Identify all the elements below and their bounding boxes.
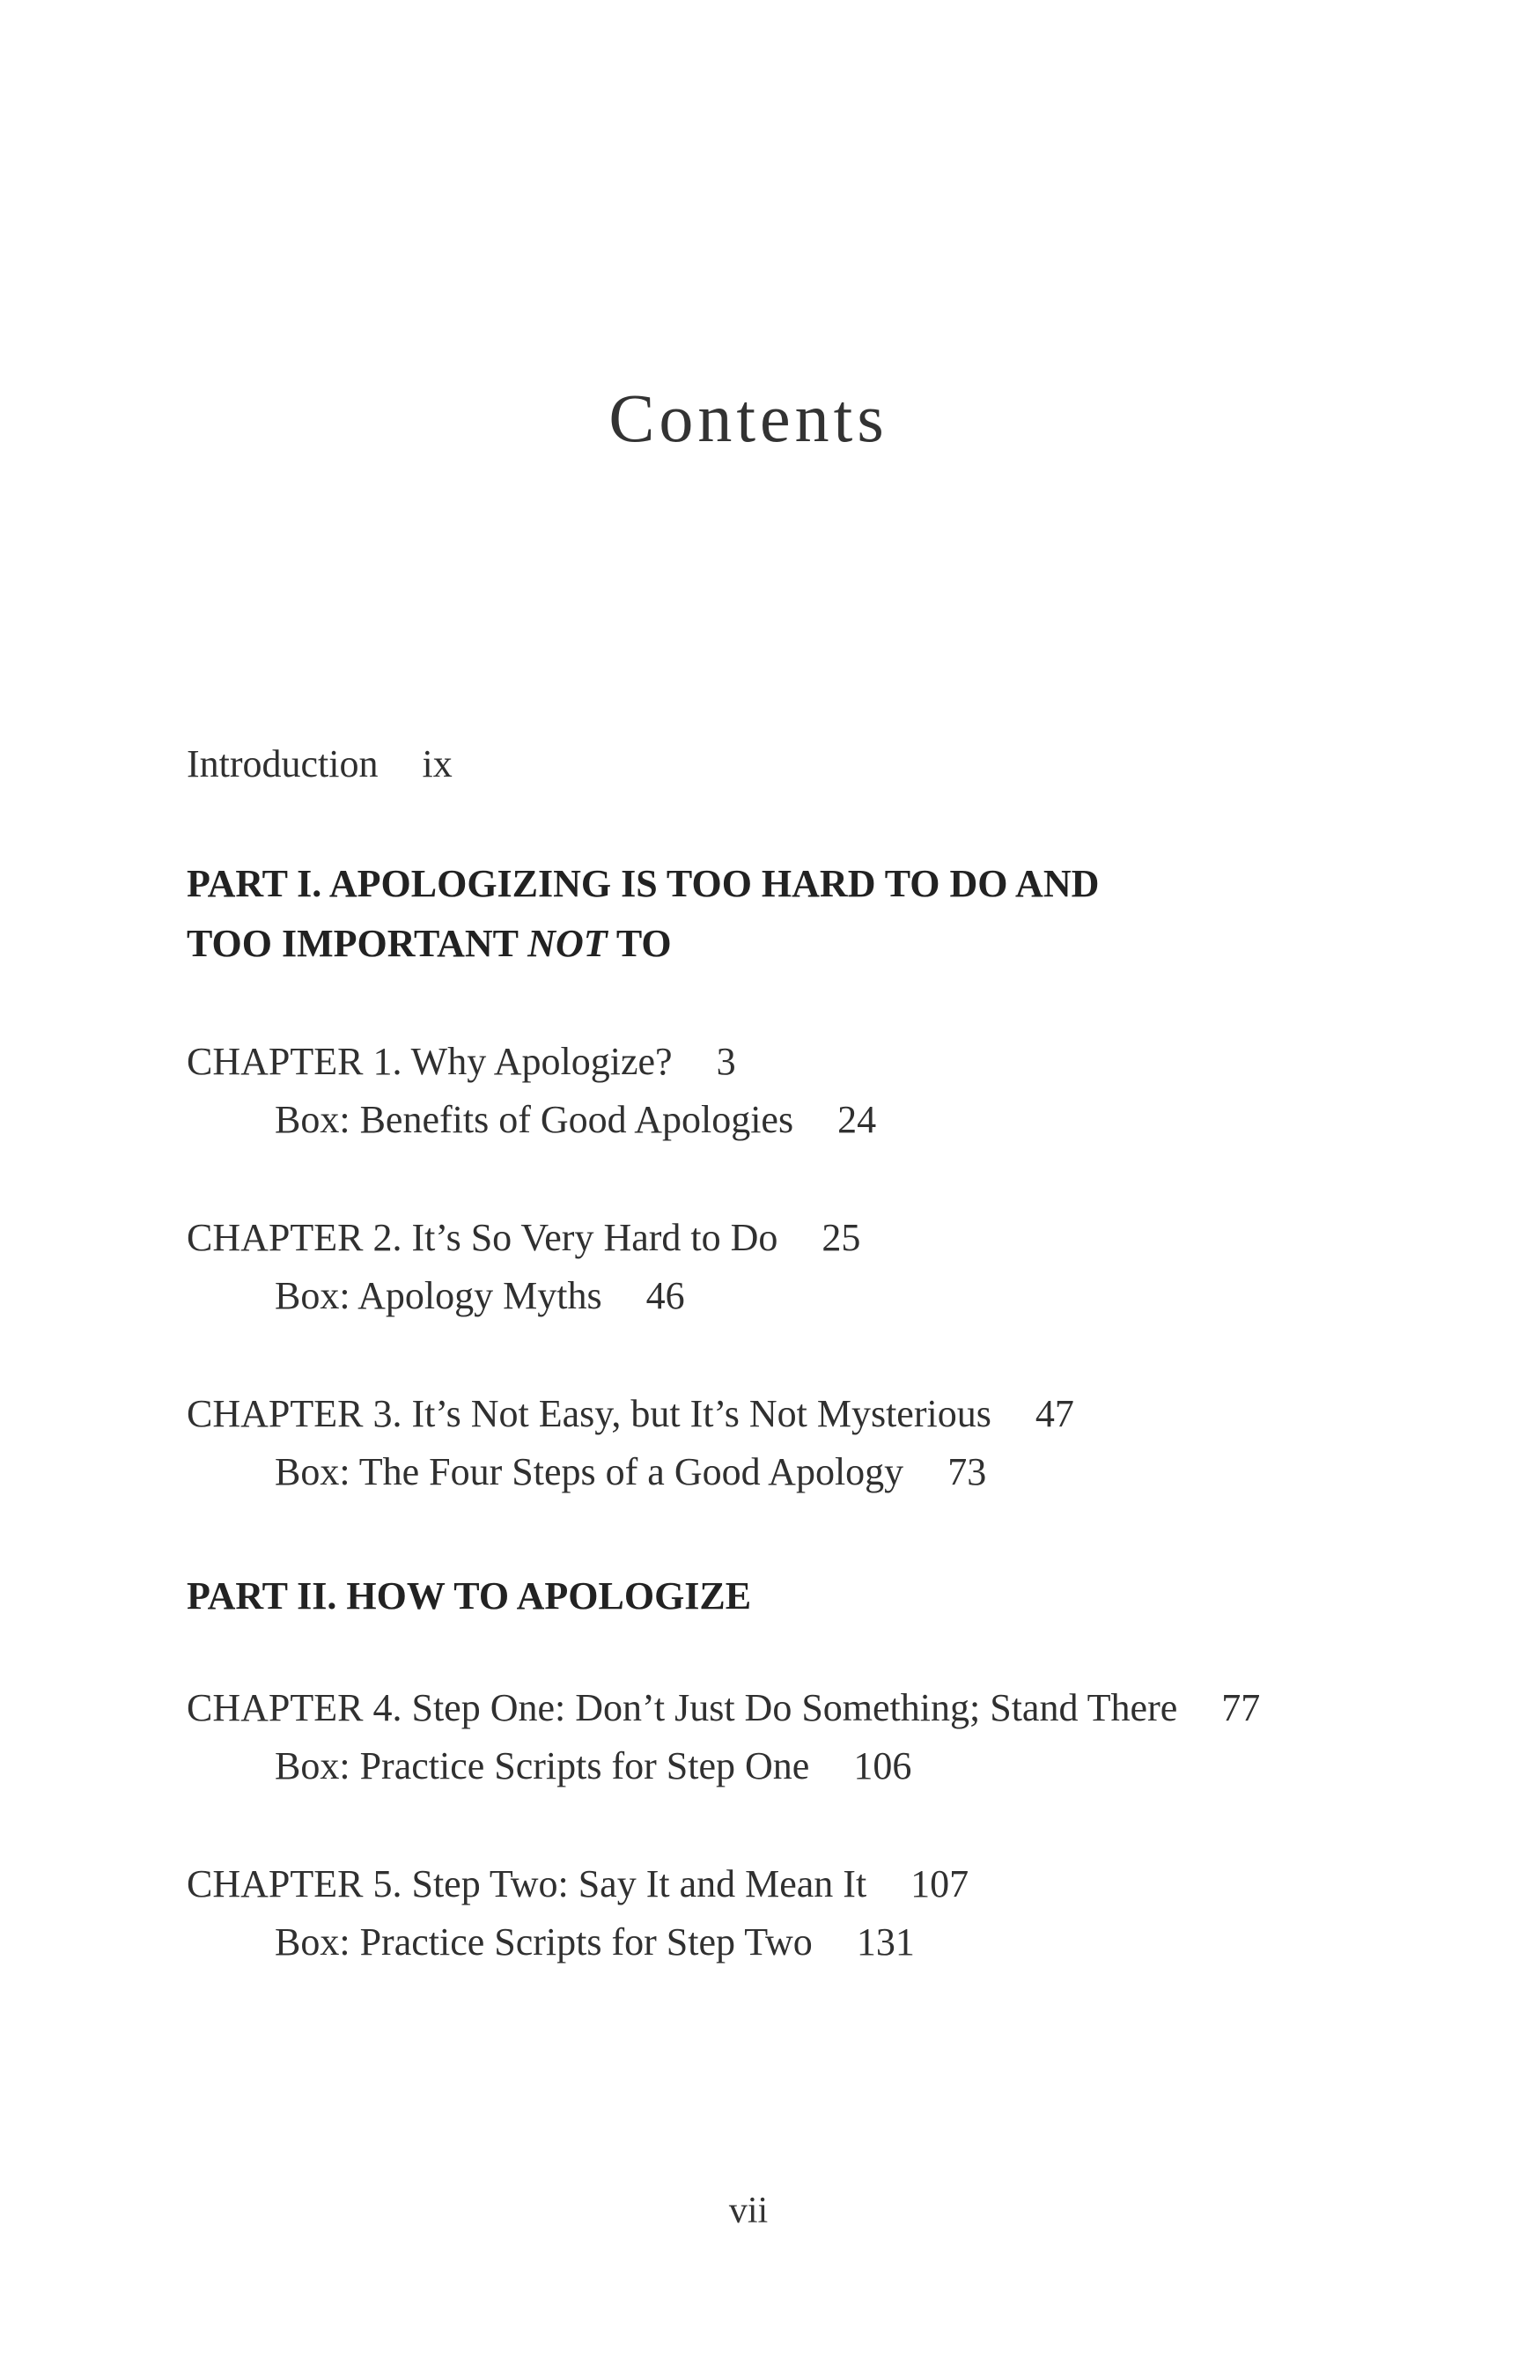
toc-entry-chapter-2 — [187, 1215, 860, 1260]
toc-entry-label: Box: Practice Scripts for Step Two — [275, 1920, 813, 1964]
part-2-heading: PART II. HOW TO APOLOGIZE — [187, 1574, 752, 1617]
toc-page-number: 77 — [1221, 1686, 1261, 1729]
toc-page-number: 107 — [910, 1862, 969, 1905]
toc-page-number: 73 — [947, 1450, 987, 1493]
toc-page-number: 3 — [716, 1040, 736, 1083]
toc-page-number: 106 — [853, 1744, 912, 1787]
toc-page-number: 131 — [856, 1920, 915, 1964]
toc-entry-label: CHAPTER 5. Step Two: Say It and Mean It — [187, 1862, 867, 1905]
toc-page-number: ix — [422, 742, 453, 785]
toc-entry-box-1 — [275, 1097, 876, 1142]
toc-entry-chapter-4 — [187, 1685, 1260, 1730]
toc-entry-box-5 — [275, 1919, 915, 1964]
toc-entry-label: Box: Apology Myths — [275, 1274, 602, 1317]
page-title: Contents — [608, 379, 888, 456]
toc-page-number: 47 — [1035, 1392, 1074, 1435]
toc-entry-box-4 — [275, 1743, 911, 1788]
toc-entry-box-3 — [275, 1449, 986, 1494]
toc-entry-label: CHAPTER 3. It’s Not Easy, but It’s Not Mysterious — [187, 1392, 991, 1435]
toc-page-number: 24 — [837, 1098, 877, 1141]
toc-entry-box-2 — [275, 1273, 685, 1318]
toc-entry-chapter-1 — [187, 1039, 736, 1084]
toc-entry-introduction — [187, 741, 453, 786]
toc-entry-label: Box: The Four Steps of a Good Apology — [275, 1450, 904, 1493]
part-1-heading-line-1: PART I. APOLOGIZING IS TOO HARD TO DO AND — [187, 862, 1100, 905]
toc-page-number: 46 — [645, 1274, 685, 1317]
part-1-emphasis: NOT — [527, 922, 608, 965]
toc-entry-chapter-3 — [187, 1391, 1074, 1436]
page-folio: vii — [728, 2191, 769, 2231]
toc-entry-chapter-5 — [187, 1861, 969, 1906]
toc-entry-label: CHAPTER 1. Why Apologize? — [187, 1040, 673, 1083]
toc-entry-label: Box: Practice Scripts for Step One — [275, 1744, 810, 1787]
toc-entry-label: CHAPTER 2. It’s So Very Hard to Do — [187, 1216, 778, 1259]
part-1-heading-line-2: TOO IMPORTANT NOT TO — [187, 922, 672, 965]
toc-entry-label: Box: Benefits of Good Apologies — [275, 1098, 794, 1141]
toc-entry-label: Introduction — [187, 742, 379, 785]
toc-entry-label: CHAPTER 4. Step One: Don’t Just Do Something; Stand There — [187, 1686, 1178, 1729]
toc-page-number: 25 — [822, 1216, 861, 1259]
part-1-heading — [187, 854, 1099, 974]
